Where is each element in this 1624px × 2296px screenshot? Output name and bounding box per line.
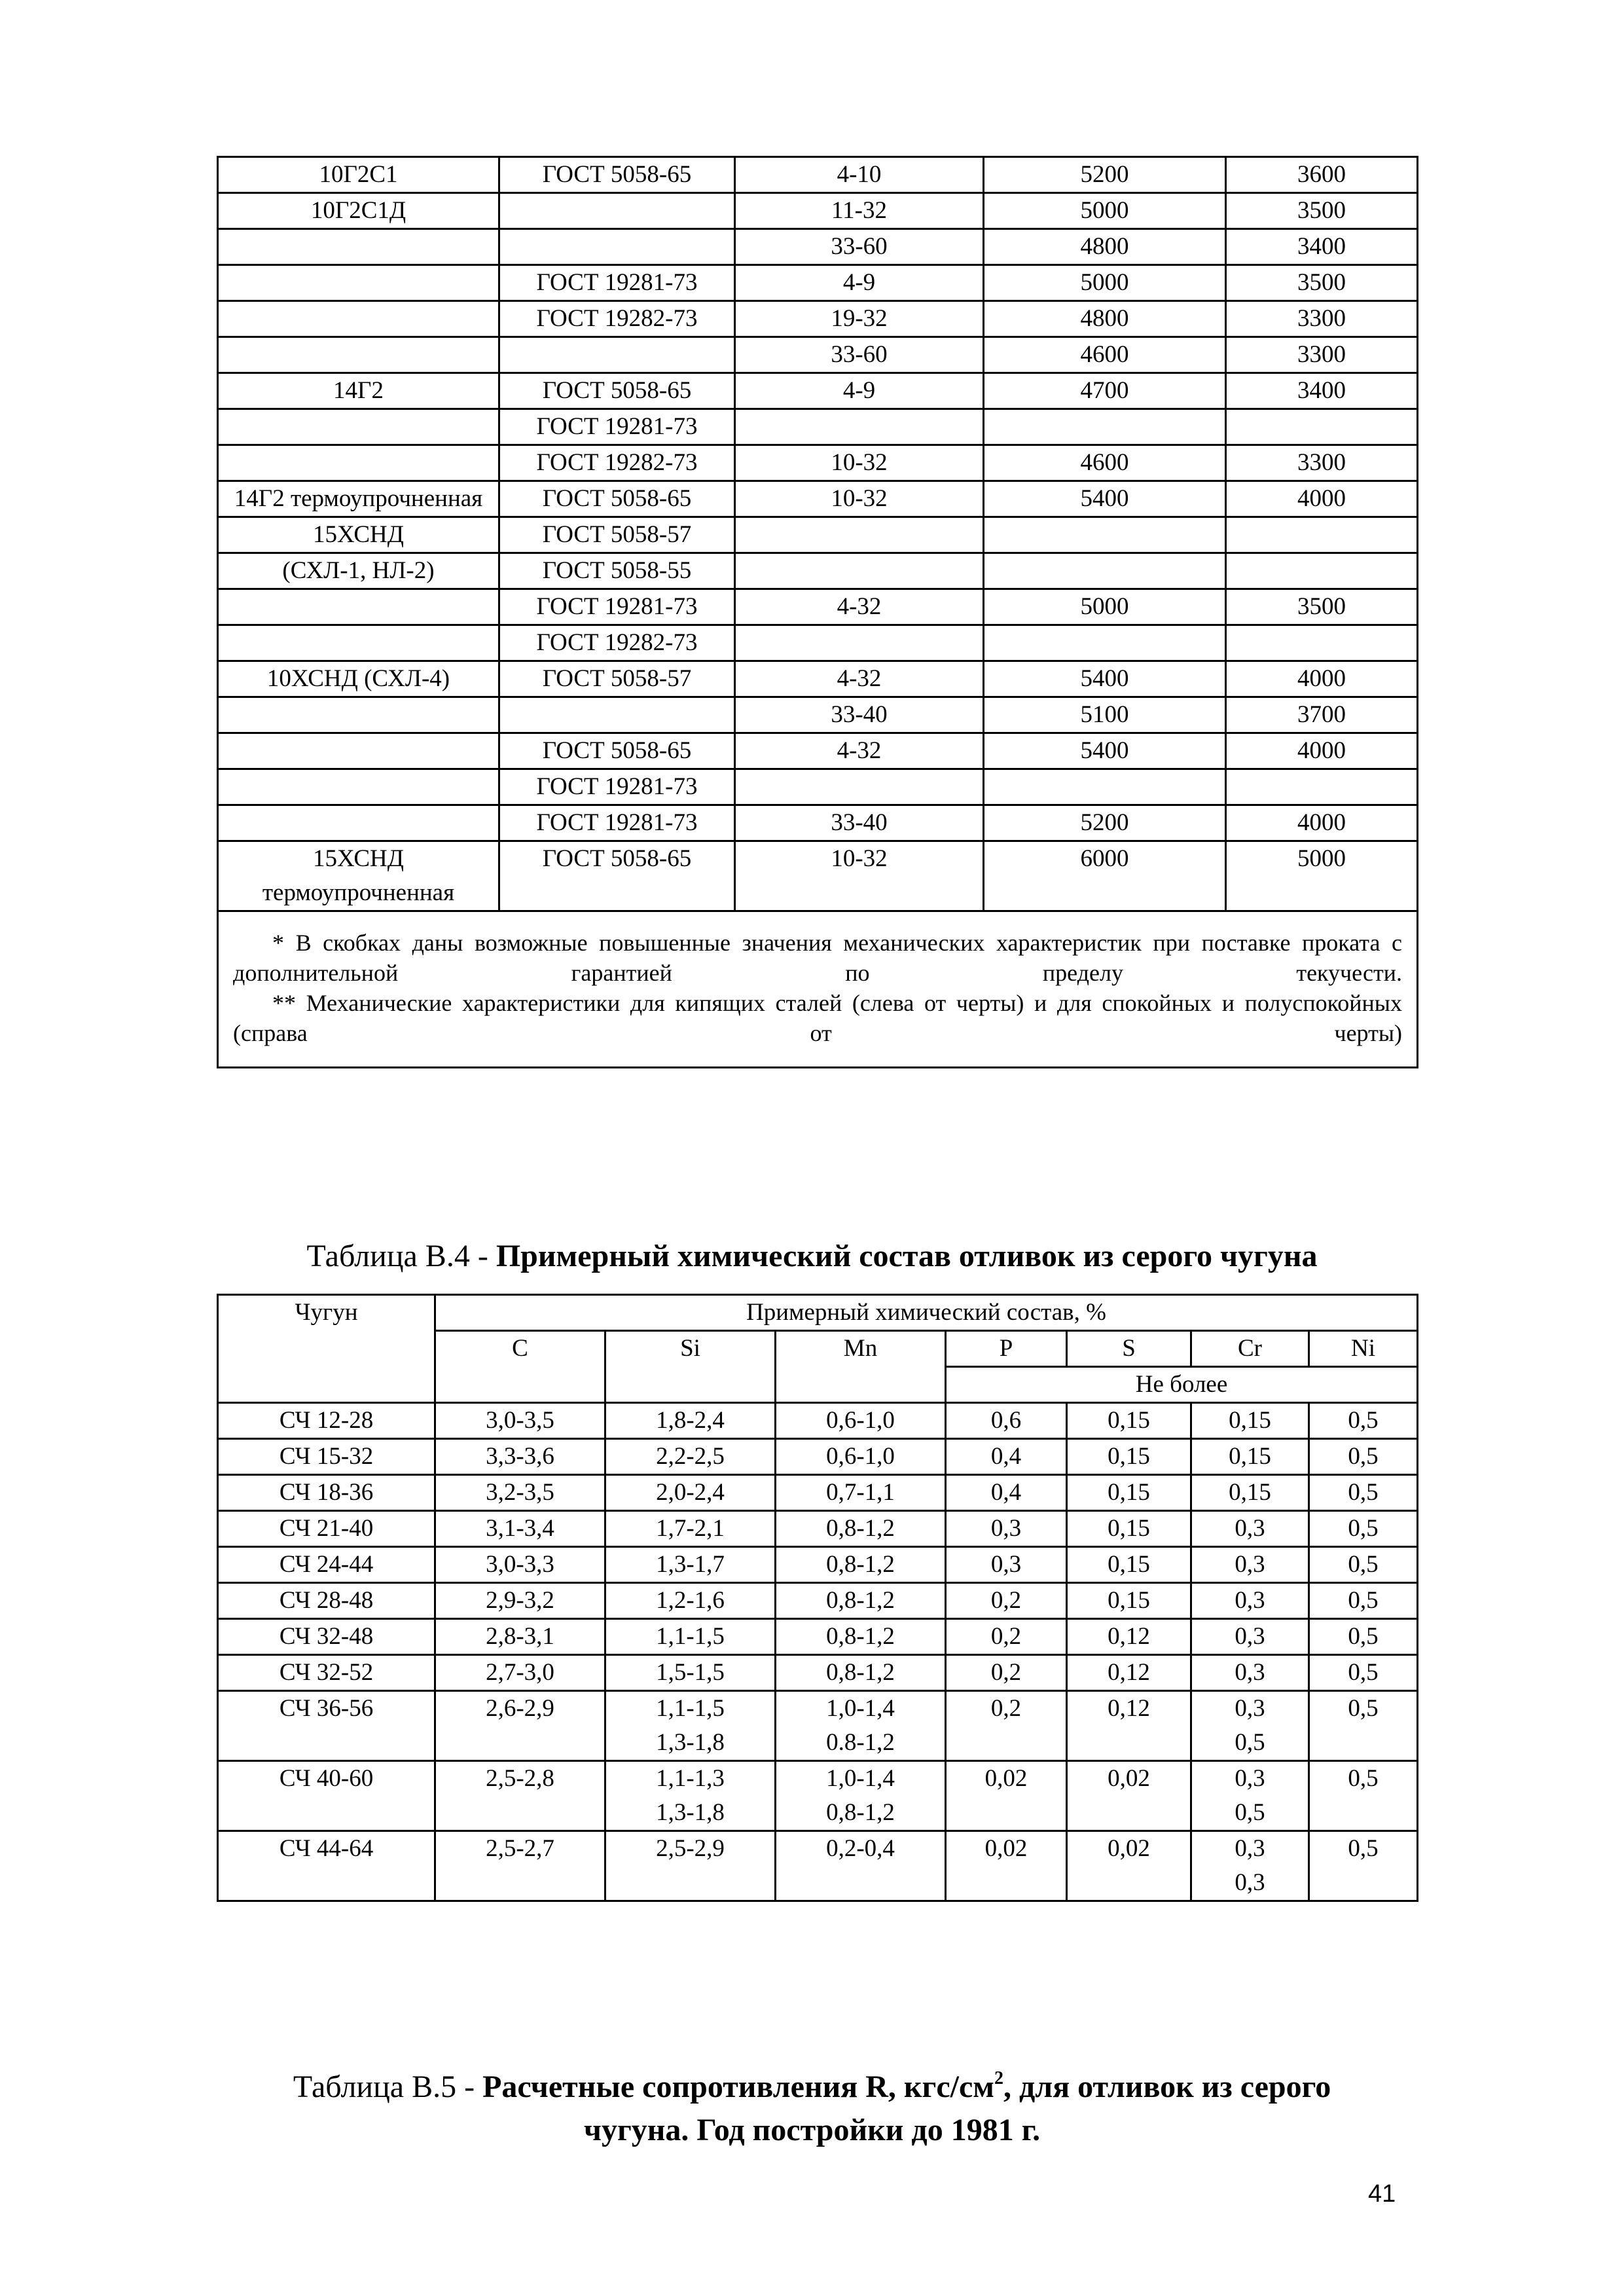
table-cell: 2,6-2,9: [435, 1691, 605, 1761]
table-b5-caption-title-1: Расчетные сопротивления R, кгс/см: [482, 2069, 994, 2104]
table-cell: 1,1-1,5: [605, 1619, 776, 1655]
table-cell: 1,2-1,6: [605, 1583, 776, 1619]
table-cell: 4800: [984, 301, 1226, 337]
table-row: [218, 445, 1418, 481]
table-cell: 3300: [1226, 445, 1418, 481]
table-cell: СЧ 21-40: [218, 1511, 435, 1547]
table-cell: ГОСТ 5058-65: [499, 841, 735, 911]
table-cell: 4600: [984, 445, 1226, 481]
table-cell: ГОСТ 19282-73: [499, 301, 735, 337]
table-b5-caption-title-2: , для отливок из серого: [1003, 2069, 1331, 2104]
table-row: [218, 1475, 1418, 1511]
table-cell: 4-32: [735, 661, 984, 697]
table-cell: ГОСТ 5058-65: [499, 733, 735, 769]
table-cell: 0,15: [1067, 1511, 1191, 1547]
table-cell: 4000: [1226, 661, 1418, 697]
table-cell: 0,15: [1067, 1439, 1191, 1475]
table-cell: 0,15: [1067, 1475, 1191, 1511]
table-cell: [735, 553, 984, 589]
steel-table-notes: [218, 911, 1418, 1068]
table-cell: [218, 229, 499, 265]
table-cell: 3400: [1226, 229, 1418, 265]
table-cell: 1,0-1,4 0.8-1,2: [776, 1691, 946, 1761]
table-cell: ГОСТ 5058-65: [499, 157, 735, 193]
table-cell: 0,8-1,2: [776, 1655, 946, 1691]
table-cell: 1,3-1,7: [605, 1547, 776, 1583]
table-cell: 5400: [984, 661, 1226, 697]
table-cell: [1226, 517, 1418, 553]
table-b5-caption-prefix: Таблица В.5 -: [293, 2069, 483, 2104]
table-cell: 1,1-1,5 1,3-1,8: [605, 1691, 776, 1761]
table-cell: 2,5-2,8: [435, 1761, 605, 1831]
table-cell: 0,4: [946, 1475, 1067, 1511]
table-cell: 11-32: [735, 193, 984, 229]
table-row: [218, 193, 1418, 229]
table-cell: [984, 769, 1226, 805]
table-cell: [218, 589, 499, 625]
table-row: [218, 841, 1418, 911]
table-cell: СЧ 44-64: [218, 1831, 435, 1901]
table-cell: [499, 229, 735, 265]
table-b5-caption-title-3: чугуна. Год постройки до 1981 г.: [583, 2113, 1041, 2147]
table-cell: 0,5: [1309, 1583, 1418, 1619]
table-cell: [984, 553, 1226, 589]
table-cell: ГОСТ 5058-57: [499, 517, 735, 553]
table-cell: (СХЛ-1, НЛ-2): [218, 553, 499, 589]
table-row: [218, 1511, 1418, 1547]
table-cell: СЧ 32-48: [218, 1619, 435, 1655]
table-cell: 0,2: [946, 1583, 1067, 1619]
table-row: [218, 1655, 1418, 1691]
table-cell: ГОСТ 19281-73: [499, 805, 735, 841]
table-cell: 33-60: [735, 337, 984, 373]
table-row: [218, 1403, 1418, 1439]
table-cell: 4000: [1226, 481, 1418, 517]
table-cell: [984, 517, 1226, 553]
table-cell: 3300: [1226, 337, 1418, 373]
table-cell: [735, 409, 984, 445]
table-cell: СЧ 40-60: [218, 1761, 435, 1831]
table-cell: ГОСТ 5058-65: [499, 481, 735, 517]
table-row: [218, 517, 1418, 553]
table-cell: 0,3: [1191, 1583, 1309, 1619]
table-cell: 0,3: [1191, 1511, 1309, 1547]
table-cell: 3500: [1226, 193, 1418, 229]
table-cell: 5000: [984, 193, 1226, 229]
table-cell: 0,5: [1309, 1761, 1418, 1831]
table-cell: 3,0-3,3: [435, 1547, 605, 1583]
table-cell: [218, 337, 499, 373]
table-cell: 33-40: [735, 805, 984, 841]
table-cell: 2,5-2,7: [435, 1831, 605, 1901]
table-row: [218, 769, 1418, 805]
table-cell: 0,3 0,5: [1191, 1691, 1309, 1761]
table-b5-caption-superscript: 2: [994, 2068, 1003, 2088]
table-cell: 4600: [984, 337, 1226, 373]
table-cell: 4700: [984, 373, 1226, 409]
page-number: 41: [1368, 2180, 1396, 2208]
table-cell: 5000: [984, 265, 1226, 301]
header-element-c: C: [435, 1331, 605, 1403]
table-cell: 15ХСНД: [218, 517, 499, 553]
steel-properties-table: [217, 156, 1418, 1068]
table-cell: 0,3: [1191, 1547, 1309, 1583]
table-cell: [984, 409, 1226, 445]
table-cell: 3500: [1226, 589, 1418, 625]
table-cell: [735, 769, 984, 805]
table-cell: 5200: [984, 157, 1226, 193]
table-cell: ГОСТ 19281-73: [499, 589, 735, 625]
table-cell: 3,2-3,5: [435, 1475, 605, 1511]
table-cell: ГОСТ 19282-73: [499, 625, 735, 661]
table-cell: 4-10: [735, 157, 984, 193]
table-row: [218, 1761, 1418, 1831]
table-cell: СЧ 24-44: [218, 1547, 435, 1583]
header-element-s: S: [1067, 1331, 1191, 1367]
table-cell: 2,0-2,4: [605, 1475, 776, 1511]
table-cell: [499, 337, 735, 373]
table-cell: [218, 625, 499, 661]
table-cell: ГОСТ 5058-65: [499, 373, 735, 409]
table-cell: 4000: [1226, 733, 1418, 769]
table-cell: 3,0-3,5: [435, 1403, 605, 1439]
table-row: [218, 1691, 1418, 1761]
table-cell: [735, 625, 984, 661]
table-cell: 0,5: [1309, 1511, 1418, 1547]
table-row: [218, 1439, 1418, 1475]
table-cell: 0,3: [1191, 1619, 1309, 1655]
table-cell: 5400: [984, 733, 1226, 769]
table-cell: СЧ 15-32: [218, 1439, 435, 1475]
table-cell: [1226, 625, 1418, 661]
table-cell: 0,3: [1191, 1655, 1309, 1691]
table-cell: СЧ 18-36: [218, 1475, 435, 1511]
table-cell: 3,1-3,4: [435, 1511, 605, 1547]
table-cell: 14Г2 термоупрочненная: [218, 481, 499, 517]
table-cell: 1,7-2,1: [605, 1511, 776, 1547]
table-cell: 0,15: [1191, 1403, 1309, 1439]
table-cell: 10-32: [735, 481, 984, 517]
table-b4-caption-title: Примерный химический состав отливок из серого чугуна: [496, 1239, 1318, 1273]
table-cell: 0,02: [1067, 1831, 1191, 1901]
table-cell: 4-9: [735, 373, 984, 409]
table-cell: 3400: [1226, 373, 1418, 409]
table-cell: 15ХСНД термоупрочненная: [218, 841, 499, 911]
table-cell: 2,5-2,9: [605, 1831, 776, 1901]
table-cell: 0,02: [946, 1761, 1067, 1831]
table-cell: 0,2-0,4: [776, 1831, 946, 1901]
table-cell: 0,15: [1067, 1547, 1191, 1583]
table-cell: 0,15: [1067, 1583, 1191, 1619]
table-cell: 5000: [984, 589, 1226, 625]
table-cell: [218, 301, 499, 337]
table-cell: 3700: [1226, 697, 1418, 733]
table-cell: 1,1-1,3 1,3-1,8: [605, 1761, 776, 1831]
table-cell: [218, 697, 499, 733]
table-cell: 0,8-1,2: [776, 1619, 946, 1655]
cast-iron-composition-table: [217, 1294, 1418, 1902]
table-cell: [735, 517, 984, 553]
table-cell: [218, 409, 499, 445]
table-row: [218, 733, 1418, 769]
table-cell: [218, 265, 499, 301]
table-cell: СЧ 12-28: [218, 1403, 435, 1439]
table-cell: [218, 445, 499, 481]
table-cell: 0,12: [1067, 1655, 1191, 1691]
table-cell: 2,8-3,1: [435, 1619, 605, 1655]
table-cell: 33-60: [735, 229, 984, 265]
table-cell: 1,8-2,4: [605, 1403, 776, 1439]
table-cell: 2,2-2,5: [605, 1439, 776, 1475]
table-cell: 0,4: [946, 1439, 1067, 1475]
table-cell: 0,7-1,1: [776, 1475, 946, 1511]
table-cell: 0,12: [1067, 1619, 1191, 1655]
note-2: ** Механические характеристики для кипящих сталей (слева от черты) и для спокойных и полуспокойных (справа от черты): [233, 990, 1402, 1046]
header-cast-iron: Чугун: [218, 1295, 435, 1403]
table-cell: [1226, 769, 1418, 805]
table-row: [218, 229, 1418, 265]
table-row: [218, 697, 1418, 733]
table-cell: ГОСТ 5058-55: [499, 553, 735, 589]
table-cell: 0,5: [1309, 1439, 1418, 1475]
table-cell: [218, 733, 499, 769]
table-cell: 0,02: [1067, 1761, 1191, 1831]
table-cell: 0,3 0,5: [1191, 1761, 1309, 1831]
table-cell: 10-32: [735, 841, 984, 911]
table-row: [218, 625, 1418, 661]
header-element-p: P: [946, 1331, 1067, 1367]
table-row: [218, 589, 1418, 625]
table-b4-caption-prefix: Таблица В.4 -: [306, 1239, 496, 1273]
table-cell: 19-32: [735, 301, 984, 337]
table-row: [218, 1831, 1418, 1901]
header-element-ni: Ni: [1309, 1331, 1418, 1367]
table-b5-caption: [0, 2066, 1624, 2152]
table-cell: [1226, 553, 1418, 589]
table-cell: 33-40: [735, 697, 984, 733]
table-cell: 0,6: [946, 1403, 1067, 1439]
table-row: [218, 661, 1418, 697]
table-cell: 0,8-1,2: [776, 1511, 946, 1547]
table-cell: 14Г2: [218, 373, 499, 409]
table-cell: 1,0-1,4 0,8-1,2: [776, 1761, 946, 1831]
table-cell: [1226, 409, 1418, 445]
table-row: [218, 805, 1418, 841]
table-cell: СЧ 32-52: [218, 1655, 435, 1691]
table-cell: ГОСТ 19282-73: [499, 445, 735, 481]
cast-iron-table-body: [218, 1403, 1418, 1901]
table-cell: 0,5: [1309, 1831, 1418, 1901]
table-cell: 0,2: [946, 1655, 1067, 1691]
header-element-cr: Cr: [1191, 1331, 1309, 1367]
table-cell: 10ХСНД (СХЛ-4): [218, 661, 499, 697]
table-cell: 0,5: [1309, 1475, 1418, 1511]
table-cell: 0,2: [946, 1619, 1067, 1655]
table-cell: 4000: [1226, 805, 1418, 841]
table-cell: 0,8-1,2: [776, 1583, 946, 1619]
header-no-more: Не более: [946, 1367, 1418, 1403]
note-1: * В скобках даны возможные повышенные значения механических характеристик при поставке проката с дополнительной гарантией по пределу текучести.: [233, 930, 1402, 986]
table-row: [218, 265, 1418, 301]
table-cell: 3,3-3,6: [435, 1439, 605, 1475]
table-row: [218, 337, 1418, 373]
table-cell: 5200: [984, 805, 1226, 841]
table-cell: 0,3: [946, 1511, 1067, 1547]
table-cell: 4-9: [735, 265, 984, 301]
table-row: [218, 157, 1418, 193]
table-cell: [218, 769, 499, 805]
table-cell: 5000: [1226, 841, 1418, 911]
table-cell: 3600: [1226, 157, 1418, 193]
table-cell: 3300: [1226, 301, 1418, 337]
table-row: [218, 1619, 1418, 1655]
table-row: [218, 301, 1418, 337]
table-cell: ГОСТ 19281-73: [499, 409, 735, 445]
table-row: [218, 553, 1418, 589]
table-cell: [984, 625, 1226, 661]
table-cell: 0,3 0,3: [1191, 1831, 1309, 1901]
table-cell: СЧ 36-56: [218, 1691, 435, 1761]
table-cell: СЧ 28-48: [218, 1583, 435, 1619]
steel-table-notes-row: [218, 911, 1418, 1068]
table-cell: 0,02: [946, 1831, 1067, 1901]
table-cell: 4-32: [735, 733, 984, 769]
table-cell: 0,2: [946, 1691, 1067, 1761]
table-row: [218, 409, 1418, 445]
table-row: [218, 1583, 1418, 1619]
table-cell: 1,5-1,5: [605, 1655, 776, 1691]
table-cell: 0,5: [1309, 1547, 1418, 1583]
table-cell: 0,6-1,0: [776, 1403, 946, 1439]
table-cell: 0,6-1,0: [776, 1439, 946, 1475]
header-element-mn: Mn: [776, 1331, 946, 1403]
table-row: [218, 373, 1418, 409]
table-cell: 10-32: [735, 445, 984, 481]
table-cell: 0,15: [1067, 1403, 1191, 1439]
table-cell: ГОСТ 19281-73: [499, 265, 735, 301]
table-b4-caption: [0, 1235, 1624, 1278]
table-row: [218, 1547, 1418, 1583]
table-cell: 0,12: [1067, 1691, 1191, 1761]
table-cell: 0,5: [1309, 1403, 1418, 1439]
table-cell: ГОСТ 19281-73: [499, 769, 735, 805]
table-cell: 6000: [984, 841, 1226, 911]
steel-table-body: [218, 157, 1418, 911]
table-cell: 0,3: [946, 1547, 1067, 1583]
table-cell: ГОСТ 5058-57: [499, 661, 735, 697]
table-cell: [499, 697, 735, 733]
table-cell: 0,8-1,2: [776, 1547, 946, 1583]
table-cell: 5100: [984, 697, 1226, 733]
header-element-si: Si: [605, 1331, 776, 1403]
table-cell: 2,7-3,0: [435, 1655, 605, 1691]
header-composition: Примерный химический состав, %: [435, 1295, 1418, 1331]
table-row: [218, 481, 1418, 517]
table-cell: 10Г2С1Д: [218, 193, 499, 229]
table-cell: 0,5: [1309, 1655, 1418, 1691]
table-cell: 5400: [984, 481, 1226, 517]
table-cell: 3500: [1226, 265, 1418, 301]
table-cell: 0,5: [1309, 1691, 1418, 1761]
table-cell: 0,15: [1191, 1475, 1309, 1511]
table-cell: 2,9-3,2: [435, 1583, 605, 1619]
table-cell: 0,15: [1191, 1439, 1309, 1475]
table-cell: [499, 193, 735, 229]
table-cell: [218, 805, 499, 841]
table-cell: 10Г2С1: [218, 157, 499, 193]
table-cell: 4-32: [735, 589, 984, 625]
table-cell: 4800: [984, 229, 1226, 265]
table-cell: 0,5: [1309, 1619, 1418, 1655]
